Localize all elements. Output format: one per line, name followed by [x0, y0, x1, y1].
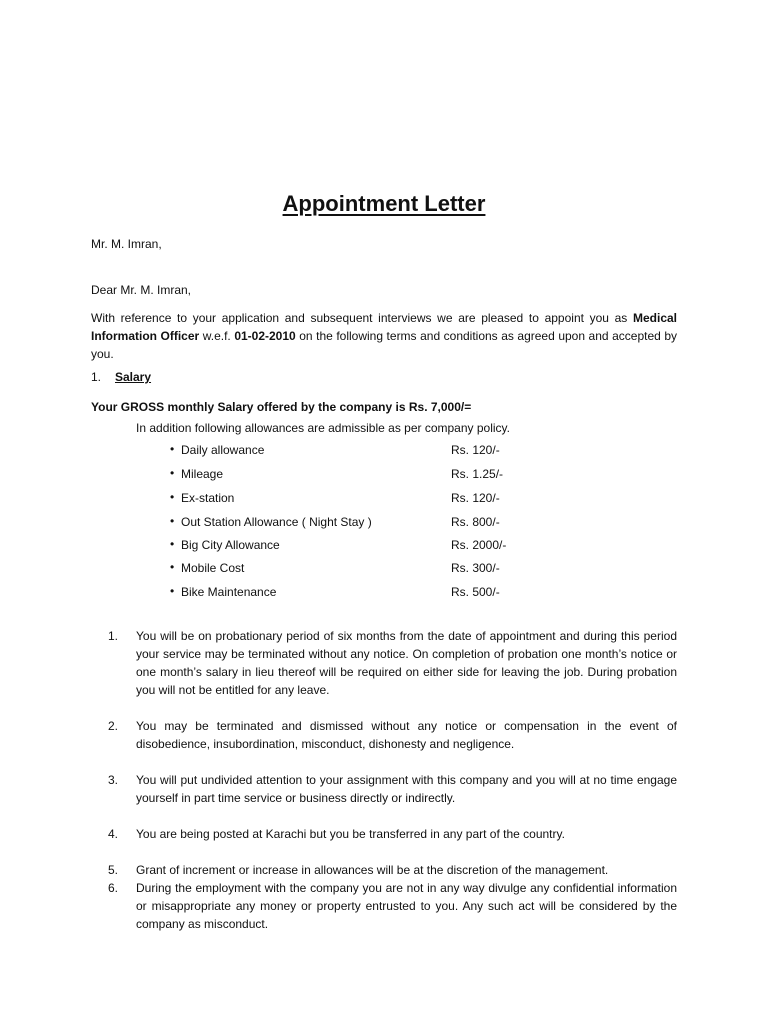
term-number: 4. [108, 827, 119, 841]
term-text: You will be on probationary period of six months from the date of appointment and during this period your service may be terminated without any notice. On completion of probation one month’s notice or one month’s salary in lieu thereof will be required on either side for leaving the job. During probation you will not be entitled for any leave. [136, 629, 677, 697]
bullet-icon: • [170, 560, 175, 574]
allowance-row [170, 515, 590, 533]
allowance-amount: Rs. 1.25/- [451, 467, 504, 481]
intro-text-1: With reference to your application and subsequent interviews we are pleased to appoint you as [91, 311, 633, 325]
term-number: 2. [108, 719, 119, 733]
allowance-row [170, 491, 590, 509]
bullet-icon: • [170, 584, 175, 598]
allowance-row [170, 467, 590, 485]
allowance-row [170, 538, 590, 556]
allowance-name: Mobile Cost [181, 561, 245, 575]
salutation: Dear Mr. M. Imran, [91, 283, 192, 297]
term-text: Grant of increment or increase in allowances will be at the discretion of the management. [136, 863, 609, 877]
allowance-row [170, 561, 590, 579]
addressee: Mr. M. Imran, [91, 237, 162, 251]
allowance-name: Big City Allowance [181, 538, 280, 552]
allowance-name: Bike Maintenance [181, 585, 277, 599]
intro-text-3: on the following terms and conditions as agreed upon and accepted by you. [91, 329, 678, 361]
allowance-row [170, 585, 590, 603]
allowance-amount: Rs. 120/- [451, 443, 500, 457]
allowance-row [170, 443, 590, 461]
term-number: 1. [108, 629, 119, 643]
intro-text-2: w.e.f. [199, 329, 235, 343]
term-text: You will put undivided attention to your assignment with this company and you will at no time engage yourself in part time service or business directly or indirectly. [136, 773, 677, 805]
bullet-icon: • [170, 490, 175, 504]
effective-date: 01-02-2010 [234, 329, 296, 343]
allowance-amount: Rs. 800/- [451, 515, 500, 529]
allowance-amount: Rs. 500/- [451, 585, 500, 599]
allowance-name: Mileage [181, 467, 224, 481]
term-text: You are being posted at Karachi but you be transferred in any part of the country. [136, 827, 565, 841]
bullet-icon: • [170, 466, 175, 480]
section-number: 1. [91, 370, 102, 384]
position-title: Medical Information Officer [91, 311, 677, 343]
allowance-name: Out Station Allowance ( Night Stay ) [181, 515, 372, 529]
term-text: You may be terminated and dismissed without any notice or compensation in the event of disobedience, insubordination, misconduct, dishonesty and negligence. [136, 719, 677, 751]
term-number: 6. [108, 881, 119, 895]
allowance-amount: Rs. 120/- [451, 491, 500, 505]
allowance-name: Ex-station [181, 491, 235, 505]
bullet-icon: • [170, 514, 175, 528]
section-title: Salary [115, 370, 152, 384]
allowance-name: Daily allowance [181, 443, 265, 457]
gross-salary: Your GROSS monthly Salary offered by the company is Rs. 7,000/= [91, 400, 472, 414]
term-text: During the employment with the company you are not in any way divulge any confidential information or misappropriate any money or property entrusted to you. Any such act will be considered by the company as misconduct. [136, 881, 677, 931]
allowances-intro: In addition following allowances are admissible as per company policy. [136, 421, 510, 435]
bullet-icon: • [170, 442, 175, 456]
term-number: 3. [108, 773, 119, 787]
allowance-amount: Rs. 300/- [451, 561, 500, 575]
intro-paragraph [91, 309, 677, 363]
bullet-icon: • [170, 537, 175, 551]
allowance-amount: Rs. 2000/- [451, 538, 507, 552]
page-title: Appointment Letter [282, 191, 486, 216]
term-number: 5. [108, 863, 119, 877]
